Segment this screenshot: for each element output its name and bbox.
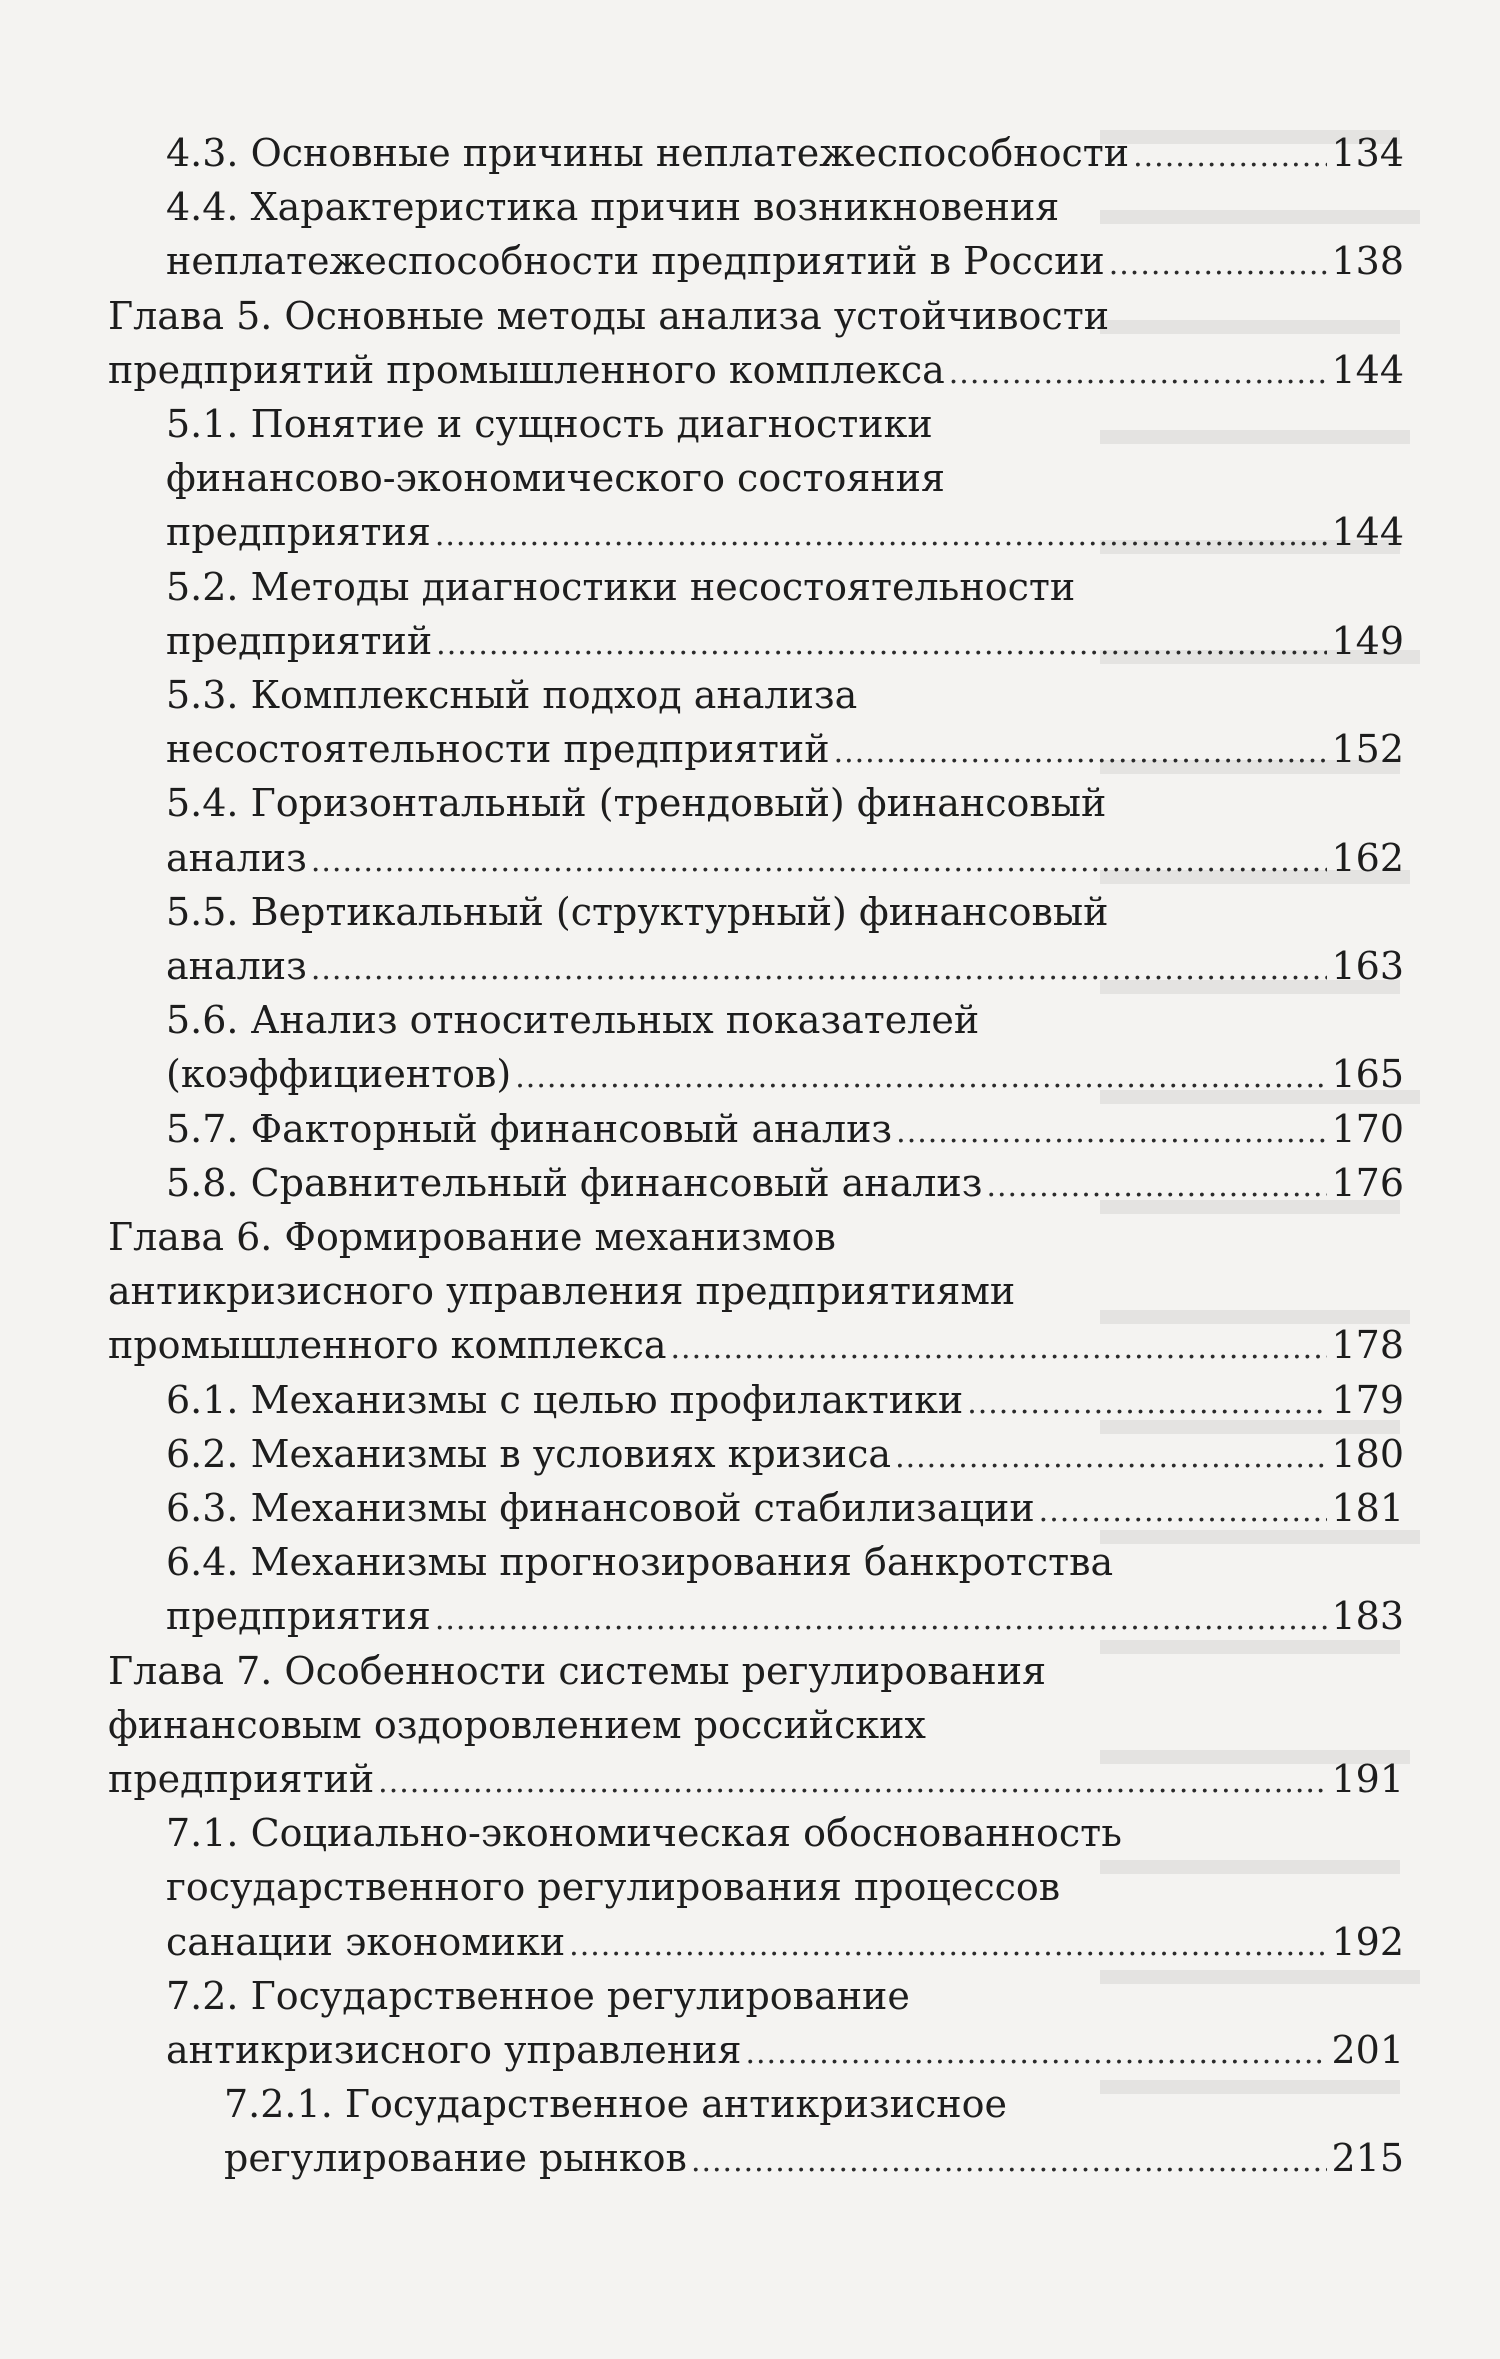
toc-entry-title: 5.8. Сравнительный финансовый анализ — [166, 1160, 983, 1205]
toc-page-number: 181 — [1331, 1486, 1404, 1530]
toc-entry-title: неплатежеспособности предприятий в России — [166, 239, 1105, 284]
toc-page-number: 152 — [1331, 727, 1404, 772]
dot-leader — [949, 345, 1328, 403]
toc-entry-title: 5.7. Факторный финансовый анализ — [166, 1106, 893, 1151]
toc-page-number: 134 — [1331, 131, 1404, 175]
toc-entry-title: 4.3. Основные причины неплатежеспособности — [166, 131, 1130, 175]
toc-entry-line: 4.4. Характеристика причин возникновения — [166, 185, 1060, 230]
toc-entry-line — [166, 1045, 1404, 1103]
toc-page-number: 163 — [1331, 944, 1404, 988]
toc-entry-line: финансовым оздоровлением российских — [108, 1702, 926, 1747]
toc-entry-line — [166, 124, 1404, 182]
toc-page-number: 144 — [1331, 510, 1404, 555]
toc-entry-line: Глава 7. Особенности системы регулирования — [108, 1648, 1047, 1693]
toc-page-number: 144 — [1331, 347, 1404, 392]
toc-entry-line: 5.3. Комплексный подход анализа — [166, 673, 858, 717]
toc-entry-line: 7.1. Социально-экономическая обоснованность — [166, 1811, 1122, 1856]
toc-entry-line: 5.5. Вертикальный (структурный) финансовый — [166, 889, 1109, 934]
toc-entry-line: 7.2.1. Государственное антикризисное — [224, 2082, 1007, 2127]
toc-entry-line: 5.4. Горизонтальный (трендовый) финансовый — [166, 781, 1107, 826]
toc-entry-line — [166, 1100, 1404, 1158]
toc-entry-title: предприятий — [166, 618, 433, 663]
toc-entry-line — [166, 612, 1404, 670]
toc-page-number: 162 — [1331, 835, 1404, 880]
toc-page-number: 138 — [1331, 239, 1404, 284]
toc-entry-line: государственного регулирования процессов — [166, 1865, 1061, 1910]
toc-entry-title: 6.3. Механизмы финансовой стабилизации — [166, 1486, 1035, 1530]
dot-leader — [986, 1158, 1327, 1216]
toc-entry-line — [166, 720, 1404, 778]
toc-page-number: 176 — [1331, 1160, 1404, 1205]
toc-page-number: 178 — [1331, 1323, 1404, 1368]
toc-entry-title: антикризисного управления — [166, 2028, 742, 2072]
toc-entry-title: анализ — [166, 944, 307, 988]
toc-entry-line: 5.1. Понятие и сущность диагностики — [166, 402, 933, 446]
toc-entry-line — [166, 1913, 1404, 1971]
toc-entry-title: анализ — [166, 835, 307, 880]
toc-entry-title: предприятий промышленного комплекса — [108, 347, 945, 392]
toc-page-number: 215 — [1331, 2136, 1404, 2181]
toc-entry-line: 6.4. Механизмы прогнозирования банкротства — [166, 1540, 1114, 1585]
toc-entry-line — [166, 1425, 1404, 1483]
toc-entry-line: 5.2. Методы диагностики несостоятельности — [166, 564, 1076, 609]
toc-entry-line — [166, 1371, 1404, 1429]
dot-leader — [691, 2133, 1328, 2191]
toc-entry-title: несостоятельности предприятий — [166, 727, 830, 772]
toc-entry-line — [166, 937, 1404, 995]
toc-entry-title: предприятий — [108, 1757, 375, 1801]
toc-entry-line — [166, 232, 1404, 290]
toc-entry-line — [166, 1479, 1404, 1537]
toc-page-number: 165 — [1331, 1052, 1404, 1097]
toc-entry-line: 5.6. Анализ относительных показателей — [166, 998, 980, 1043]
toc-page-number: 201 — [1331, 2028, 1404, 2072]
toc-entry-line — [166, 2021, 1404, 2079]
toc-page-number: 179 — [1331, 1377, 1404, 1422]
toc-entry-line — [166, 829, 1404, 887]
dot-leader — [1109, 236, 1328, 294]
toc-entry-title: предприятия — [166, 510, 431, 555]
toc-entry-line — [224, 2129, 1404, 2187]
toc-entry-line: финансово-экономического состояния — [166, 456, 945, 501]
toc-entry-title: 6.2. Механизмы в условиях кризиса — [166, 1431, 892, 1476]
toc-entry-title: регулирование рынков — [224, 2136, 687, 2181]
toc-page-number: 191 — [1331, 1757, 1404, 1801]
toc-page-number: 180 — [1331, 1431, 1404, 1476]
toc-entry-line — [166, 503, 1404, 561]
toc-entry-title: 6.1. Механизмы с целью профилактики — [166, 1377, 964, 1422]
toc-entry-line: 7.2. Государственное регулирование — [166, 1973, 910, 2018]
toc-entry-line — [166, 1154, 1404, 1212]
toc-page-number: 192 — [1331, 1919, 1404, 1964]
toc-entry-line — [108, 1750, 1404, 1808]
toc-page-number: 170 — [1331, 1106, 1404, 1151]
toc-entry-title: (коэффициентов) — [166, 1052, 512, 1097]
dot-leader — [1133, 128, 1327, 186]
toc-entry-line — [108, 1316, 1404, 1374]
toc-page-number: 149 — [1331, 618, 1404, 663]
toc-entry-line — [166, 1587, 1404, 1645]
toc-entry-title: предприятия — [166, 1594, 431, 1639]
toc-entry-line: антикризисного управления предприятиями — [108, 1269, 1016, 1314]
toc-entry-title: санации экономики — [166, 1919, 566, 1964]
toc-page-number: 183 — [1331, 1594, 1404, 1639]
toc-entry-line: Глава 5. Основные методы анализа устойчивости — [108, 293, 1110, 338]
toc-entry-line — [108, 341, 1404, 399]
toc-entry-line: Глава 6. Формирование механизмов — [108, 1215, 836, 1259]
toc-entry-title: промышленного комплекса — [108, 1323, 667, 1368]
